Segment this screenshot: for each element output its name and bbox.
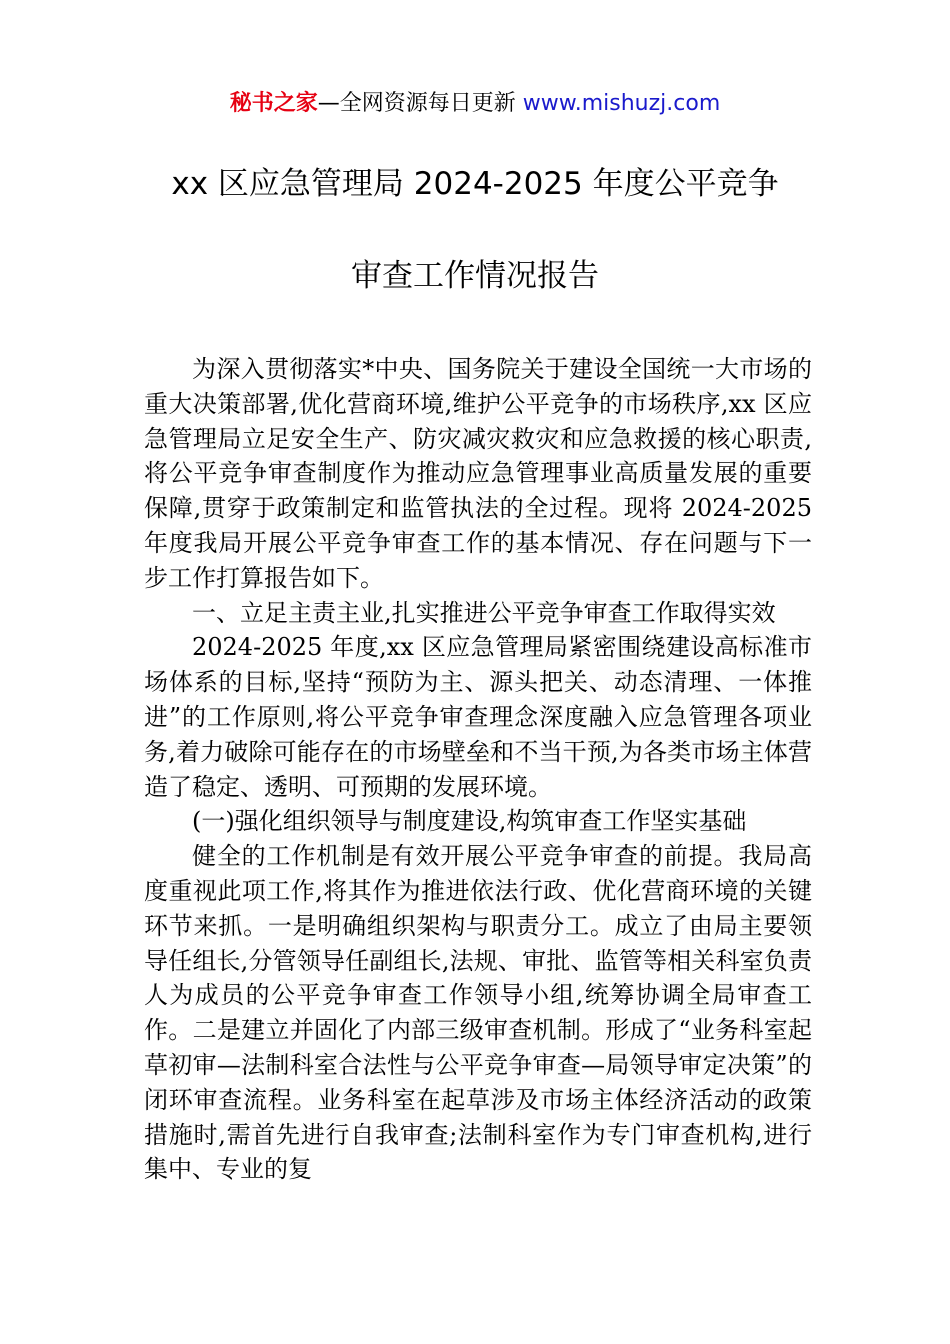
intro-paragraph: 为深入贯彻落实*中央、国务院关于建设全国统一大市场的重大决策部署,优化营商环境,维护公平竞争的市场秩序,xx 区应急管理局立足安全生产、防灾减灾救灾和应急救援的核心职责,将公平竞争审查制度作为推动应急管理事业高质量发展的重要保障,贯穿于政策制定和监管执法的全过程。现将 2024-2025 年度我局开展公平竞争审查工作的基本情况、存在问题与下一步工作打算报告如下。 [144,355,812,592]
site-header [0,88,950,120]
document-title-line-2: 审查工作情况报告 [351,258,599,294]
site-url-link[interactable]: www.mishuzj.com [522,91,721,116]
site-brand: 秘书之家 [229,91,318,116]
site-slogan: —全网资源每日更新 [317,91,523,116]
section-heading-1: 一、立足主责主业,扎实推进公平竞争审查工作取得实效 [192,598,776,627]
subsection-heading-1: (一)强化组织领导与制度建设,构筑审查工作坚实基础 [192,807,747,836]
document-body [144,352,812,1187]
document-title-line-1: xx 区应急管理局 2024-2025 年度公平竞争 [171,166,779,202]
section-1-paragraph: 2024-2025 年度,xx 区应急管理局紧密围绕建设高标准市场体系的目标,坚持“预防为主、源头把关、动态清理、一体推进”的工作原则,将公平竞争审查理念深度融入应急管理各项业务,着力破除可能存在的市场壁垒和不当干预,为各类市场主体营造了稳定、透明、可预期的发展环境。 [144,633,812,801]
subsection-1-paragraph: 健全的工作机制是有效开展公平竞争审查的前提。我局高度重视此项工作,将其作为推进依法行政、优化营商环境的关键环节来抓。一是明确组织架构与职责分工。成立了由局主要领导任组长,分管领导任副组长,法规、审批、监管等相关科室负责人为成员的公平竞争审查工作领导小组,统筹协调全局审查工作。二是建立并固化了内部三级审查机制。形成了“业务科室起草初审—法制科室合法性与公平竞争审查—局领导审定决策”的闭环审查流程。业务科室在起草涉及市场主体经济活动的政策措施时,需首先进行自我审查;法制科室作为专门审查机构,进行集中、专业的复 [144,842,812,1184]
